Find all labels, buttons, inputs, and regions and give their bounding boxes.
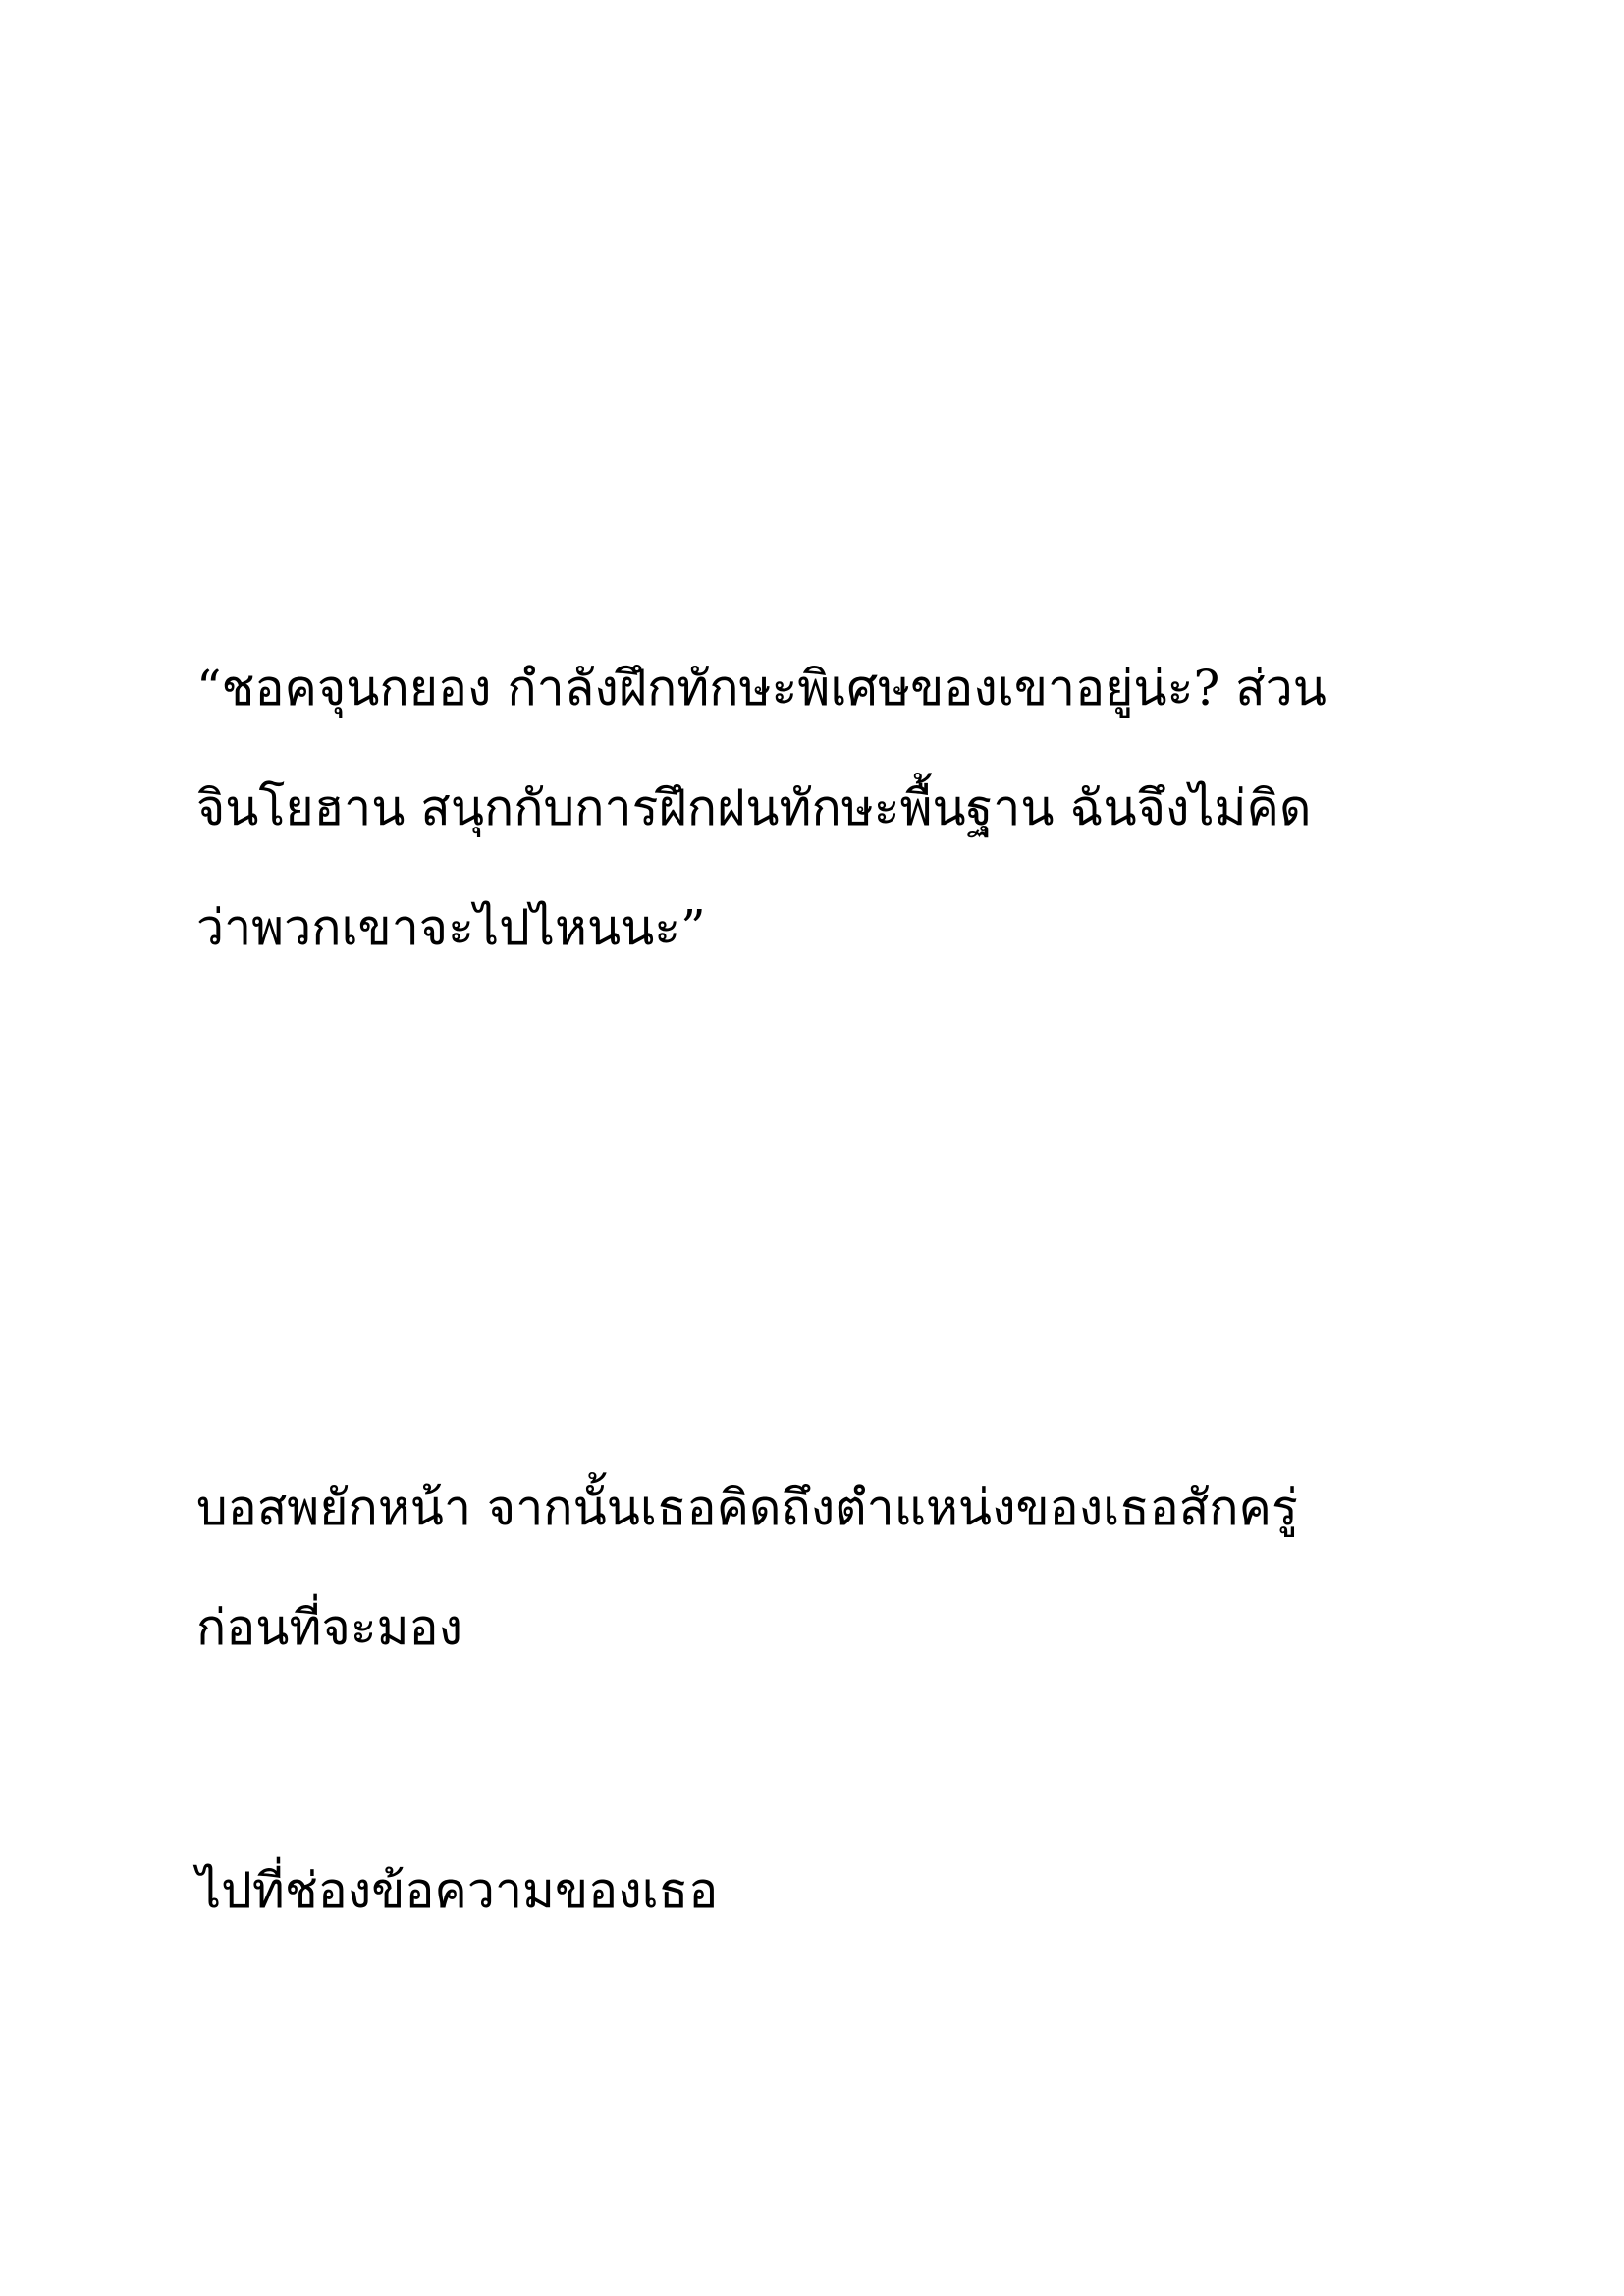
paragraph-line: บอสพยักหน้า จากนั้นเธอคิดถึงตำแหน่งของเธอสักครู่ xyxy=(196,1479,1298,1536)
paragraph-line: จินโยฮาน สนุกกับการฝึกฝนทักษะพื้นฐาน ฉันจึงไม่คิด xyxy=(196,779,1312,836)
paragraph-line: “ชอคจุนกยอง กำลังฝึกทักษะพิเศษของเขาอยู่น่ะ? ส่วน xyxy=(196,660,1326,717)
paragraph-narration-continued xyxy=(196,1831,1424,1950)
paragraph-narration xyxy=(196,1448,1424,1687)
paragraph-line: ก่อนที่จะมอง xyxy=(196,1599,462,1656)
paragraph-line: ไปที่ช่องข้อความของเธอ xyxy=(196,1862,719,1919)
paragraph-dialogue xyxy=(196,628,1424,988)
paragraph-line: ว่าพวกเขาจะไปไหนนะ” xyxy=(196,899,706,956)
